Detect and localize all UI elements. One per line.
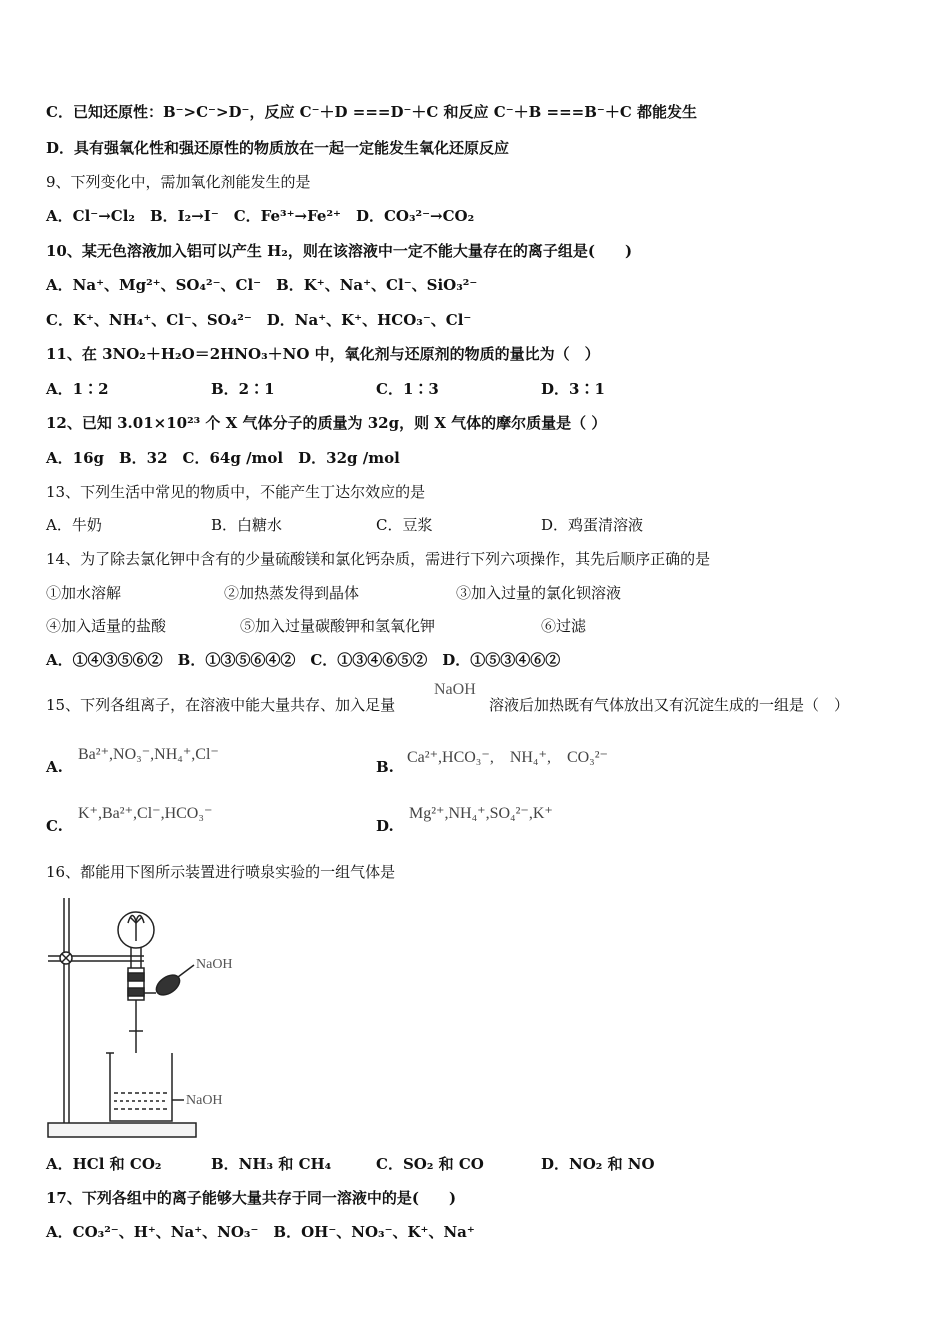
q13-option-d: D．鸡蛋清溶液 [541, 516, 644, 534]
q11-option-c: C．1∶3 [376, 380, 439, 398]
q11-option-d: D．3∶1 [541, 380, 605, 398]
q15-stem-after: 溶液后加热既有气体放出又有沉淀生成的一组是（ ） [489, 696, 850, 714]
q12-options: A．16g B．32 C．64g /mol D．32g /mol [46, 449, 400, 467]
q8-option-c: C．已知还原性：B⁻>C⁻>D⁻，反应 C⁻＋D ===D⁻＋C 和反应 C⁻＋B ===B⁻＋C 都能发生 [46, 103, 697, 121]
q15-option-d-label: D. [376, 817, 394, 835]
q17-options: A．CO₃²⁻、H⁺、Na⁺、NO₃⁻ B．OH⁻、NO₃⁻、K⁺、Na⁺ [46, 1223, 475, 1241]
q12-stem: 12、已知 3.01×10²³ 个 X 气体分子的质量为 32g，则 X 气体的摩尔质量是（ ） [46, 414, 607, 432]
q14-step-5: ⑤加入过量碳酸钾和氢氧化钾 [240, 617, 436, 635]
q15-option-b-label: B. [376, 758, 394, 776]
q9-options: A．Cl⁻→Cl₂ B．I₂→I⁻ C．Fe³⁺→Fe²⁺ D．CO₃²⁻→CO₂ [46, 207, 475, 225]
q10-options-ab: A．Na⁺、Mg²⁺、SO₄²⁻、Cl⁻ B．K⁺、Na⁺、Cl⁻、SiO₃²⁻ [46, 276, 478, 294]
fig-label-naoh-bottom: NaOH [186, 1093, 223, 1108]
q14-step-1: ①加水溶解 [46, 584, 122, 602]
q15-stem-before: 15、下列各组离子，在溶液中能大量共存、加入足量 [46, 696, 396, 714]
q15-option-c-formula: K⁺,Ba²⁺,Cl⁻,HCO₃⁻ [78, 805, 213, 822]
q13-option-c: C．豆浆 [376, 516, 433, 534]
q14-stem: 14、为了除去氯化钾中含有的少量硫酸镁和氯化钙杂质，需进行下列六项操作，其先后顺序正确的是 [46, 550, 711, 568]
q16-stem: 16、都能用下图所示装置进行喷泉实验的一组气体是 [46, 863, 396, 881]
fig-label-naoh-top: NaOH [196, 957, 233, 972]
q11-stem: 11、在 3NO₂＋H₂O＝2HNO₃＋NO 中，氧化剂与还原剂的物质的量比为（ ） [46, 345, 600, 363]
q15-option-a-label: A. [46, 758, 63, 776]
q16-option-d: D．NO₂ 和 NO [541, 1155, 655, 1173]
q14-step-4: ④加入适量的盐酸 [46, 617, 167, 635]
q13-stem: 13、下列生活中常见的物质中，不能产生丁达尔效应的是 [46, 483, 426, 501]
q15-option-a-formula: Ba²⁺,NO₃⁻,NH₄⁺,Cl⁻ [78, 746, 219, 763]
q14-step-3: ③加入过量的氯化钡溶液 [456, 584, 622, 602]
q11-option-b: B．2∶1 [211, 380, 275, 398]
q16-option-c: C．SO₂ 和 CO [376, 1155, 484, 1173]
q14-options: A．①④③⑤⑥② B．①③⑤⑥④② C．①③④⑥⑤② D．①⑤③④⑥② [46, 651, 561, 669]
q14-step-2: ②加热蒸发得到晶体 [224, 584, 360, 602]
q9-stem: 9、下列变化中，需加氧化剂能发生的是 [46, 173, 311, 191]
q15-option-d-formula: Mg²⁺,NH₄⁺,SO₄²⁻,K⁺ [409, 805, 553, 822]
q15-reagent: NaOH [434, 681, 476, 698]
q10-options-cd: C．K⁺、NH₄⁺、Cl⁻、SO₄²⁻ D．Na⁺、K⁺、HCO₃⁻、Cl⁻ [46, 311, 472, 329]
q13-option-a: A．牛奶 [46, 516, 102, 534]
q13-option-b: B．白糖水 [211, 516, 283, 534]
q14-step-6: ⑥过滤 [541, 617, 587, 635]
q17-stem: 17、下列各组中的离子能够大量共存于同一溶液中的是( ) [46, 1189, 457, 1207]
q16-option-a: A．HCl 和 CO₂ [46, 1155, 162, 1173]
q16-option-b: B．NH₃ 和 CH₄ [211, 1155, 332, 1173]
q11-option-a: A．1∶2 [46, 380, 109, 398]
q10-stem: 10、某无色溶液加入铝可以产生 H₂，则在该溶液中一定不能大量存在的离子组是( ) [46, 242, 633, 260]
q15-option-b-formula: Ca²⁺,HCO₃⁻, NH₄⁺, CO₃²⁻ [407, 749, 609, 766]
q15-option-c-label: C. [46, 817, 63, 835]
fountain-apparatus-figure [44, 893, 244, 1143]
q8-option-d: D．具有强氧化性和强还原性的物质放在一起一定能发生氧化还原反应 [46, 139, 510, 157]
